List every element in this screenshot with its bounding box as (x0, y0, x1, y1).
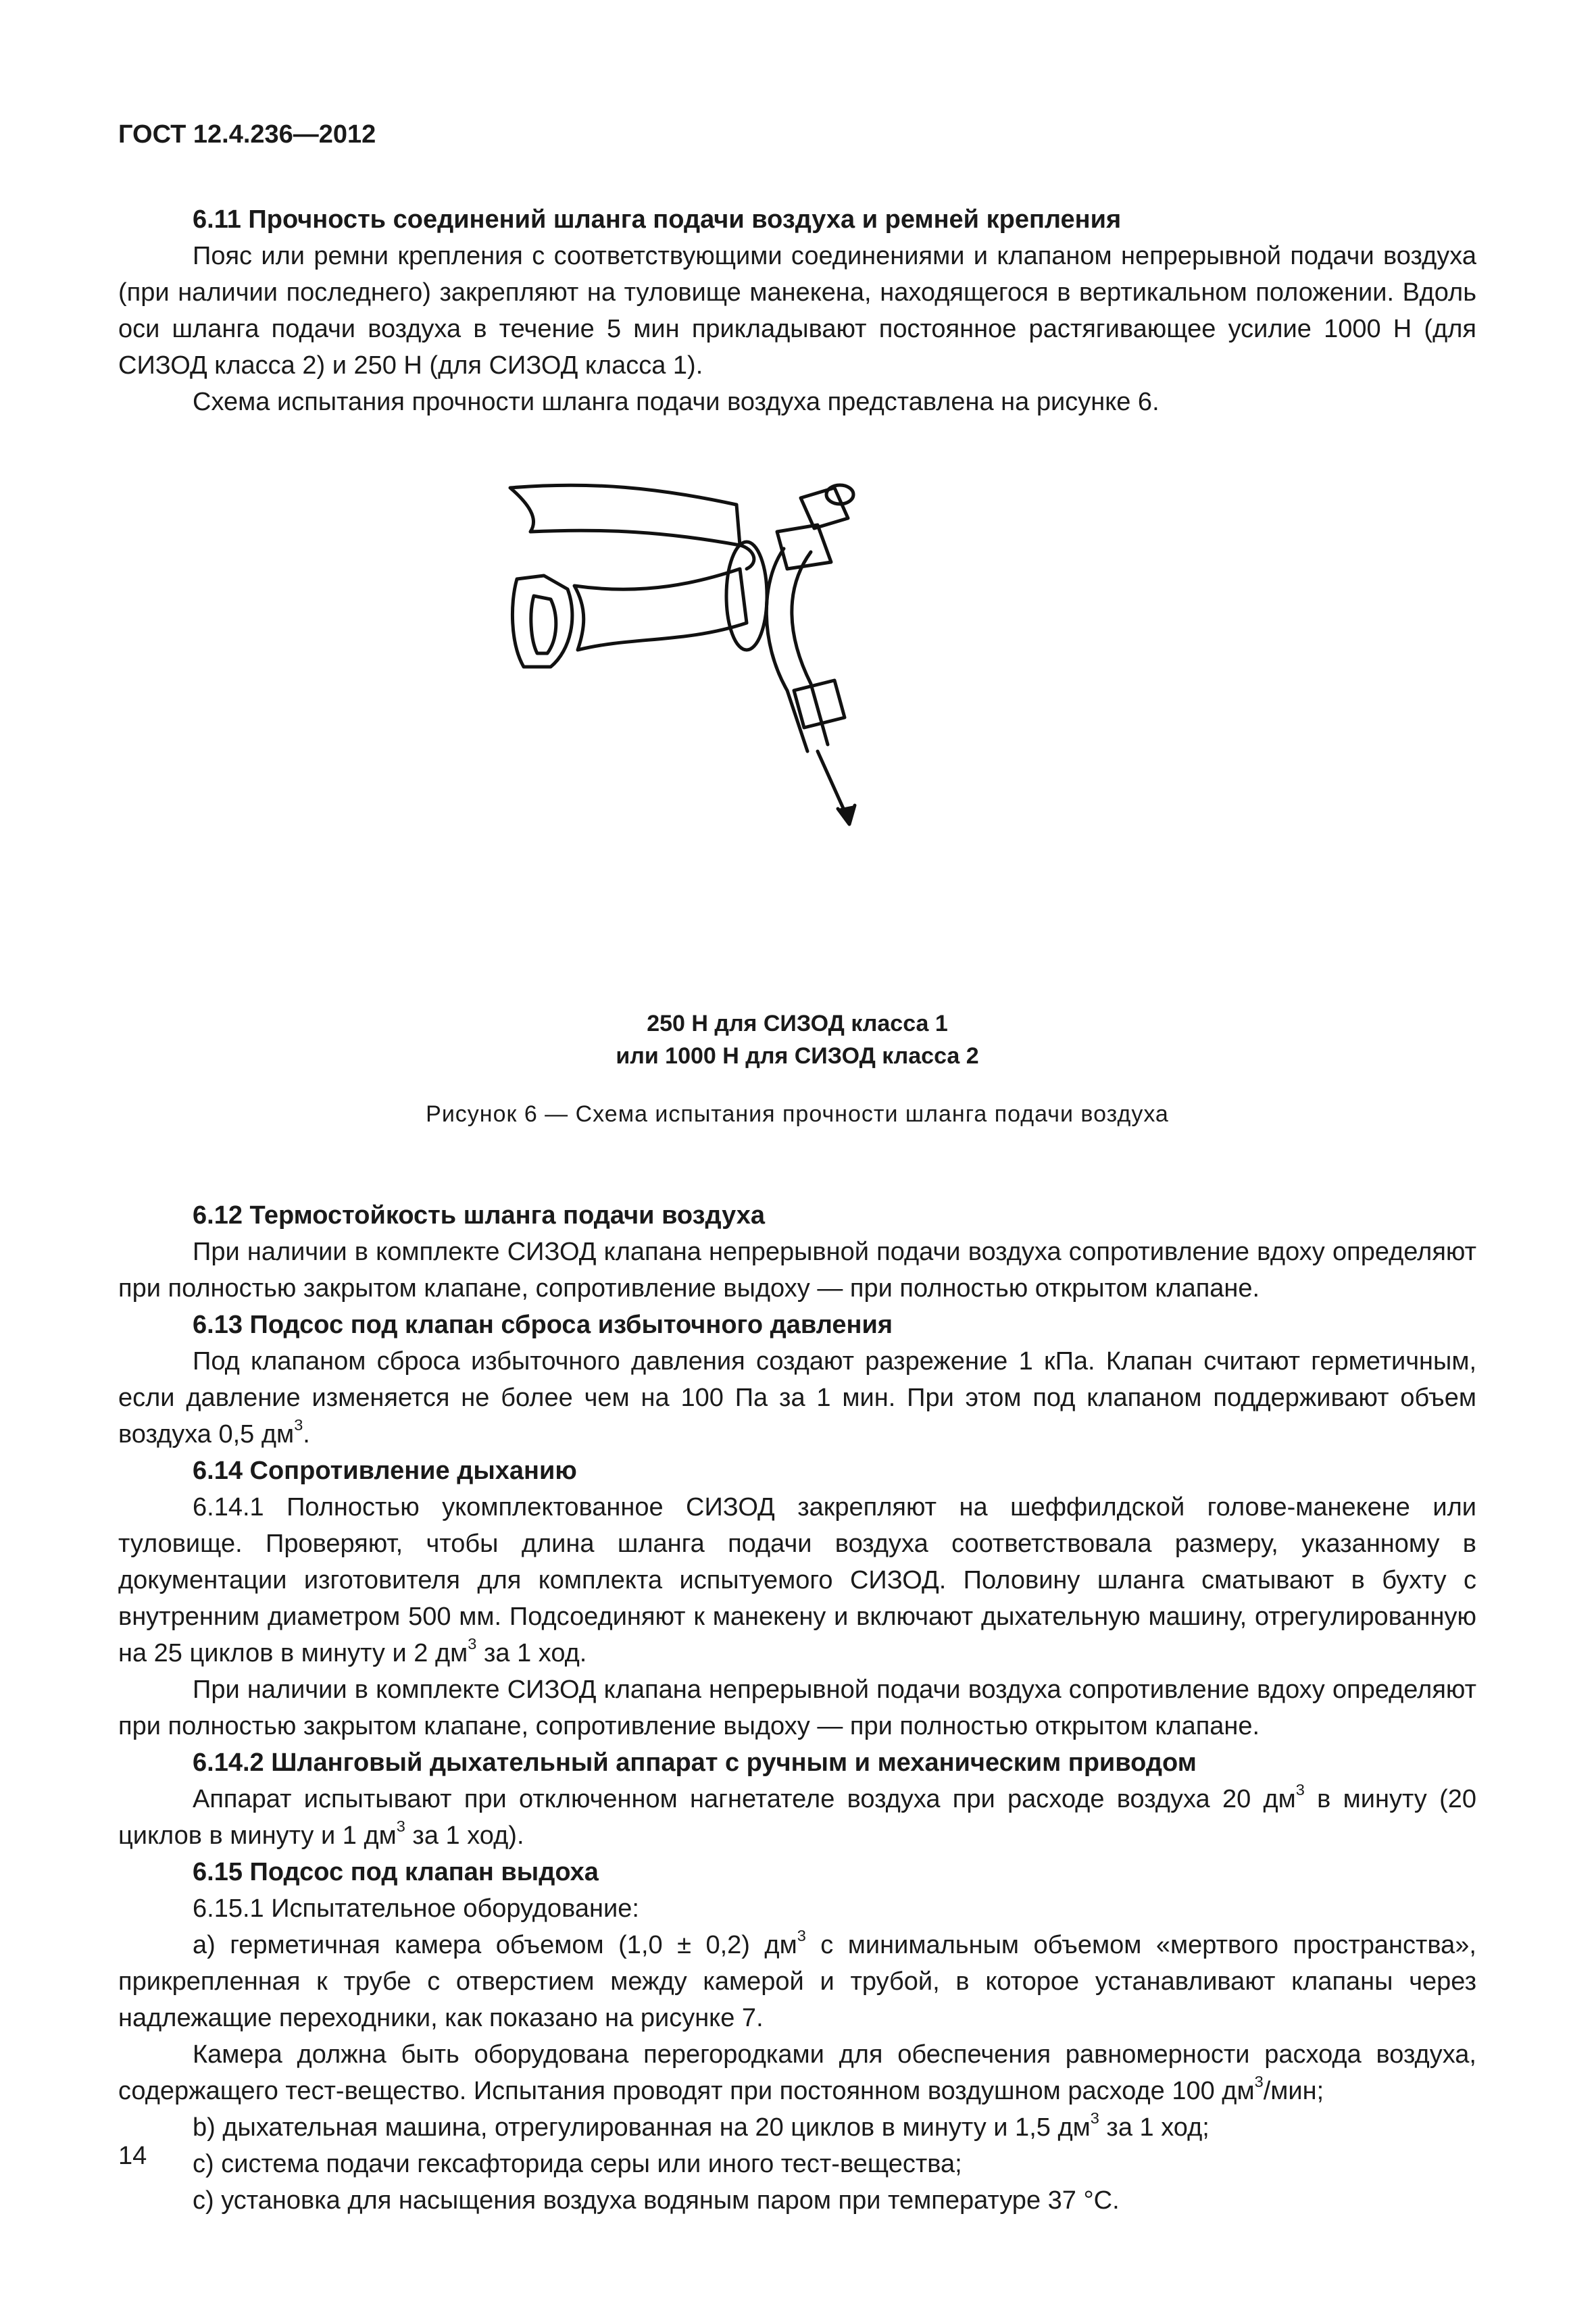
lower-coupling (794, 680, 845, 728)
page-number: 14 (118, 2142, 147, 2170)
hose-strap-test-diagram (470, 468, 943, 846)
section-6-15-chamber-paragraph: Камера должна быть оборудована перегородками для обеспечения равномерности расхода воздуха, содержащего тест-вещество. Испытания проводят при постоянном воздушном расходе 100 $дм^3$/мин; (118, 2040, 1476, 2105)
force-arrowhead (838, 805, 855, 824)
section-6-15-item-c2: c) установка для насыщения воздуха водяным паром при температуре 37 °С. (193, 2186, 1120, 2215)
section-6-12-heading: 6.12 Термостойкость шланга подачи воздуха (193, 1201, 765, 1230)
section-6-11-paragraph-1: Пояс или ремни крепления с соответствующими соединениями и клапаном непрерывной подачи воздуха (при наличии последнего) закрепляют на туловище манекена, находящегося в вертикальном положении. Вдоль оси шланга подачи воздуха в течение 5 мин прикладывают постоянное растягивающее усилие 1000 Н (для СИЗОД класса 2) и 250 Н (для СИЗОД класса 1). (118, 242, 1476, 380)
section-6-14-heading: 6.14 Сопротивление дыханию (193, 1457, 577, 1485)
belt-back (740, 545, 754, 569)
section-6-15-item-b: b) дыхательная машина, отрегулированная на 20 циклов в минуту и 1,5 $дм^3$ за 1 ход; (193, 2109, 1210, 2142)
section-6-13-heading: 6.13 Подсос под клапан сброса избыточного давления (193, 1311, 893, 1339)
hose-loop (726, 542, 767, 650)
figure-6-force-label-1: 250 Н для СИЗОД класса 1 (647, 1011, 948, 1036)
page-content (118, 201, 1476, 2219)
section-6-14-2-paragraph: Аппарат испытывают при отключенном нагнетателе воздуха при расходе воздуха 20 $дм^3$ в минуту (20 циклов в минуту и 1 $дм^3$ за 1 ход). (118, 1780, 1477, 1850)
section-6-13-paragraph: Под клапаном сброса избыточного давления создают разрежение 1 кПа. Клапан считают герметичным, если давление изменяется не более чем на 100 Па за 1 мин. При этом под клапаном поддерживают объем воздуха 0,5 $дм^3$. (118, 1347, 1476, 1449)
section-6-11-paragraph-2: Схема испытания прочности шланга подачи воздуха представлена на рисунке 6. (193, 388, 1159, 416)
section-6-12-paragraph: При наличии в комплекте СИЗОД клапана непрерывной подачи воздуха сопротивление вдоху определяют при полностью закрытом клапане, сопротивление выдоху — при полностью открытом клапане. (118, 1238, 1476, 1303)
figure-6-caption: Рисунок 6 — Схема испытания прочности шланга подачи воздуха (426, 1101, 1169, 1127)
section-6-15-item-a: а) герметичная камера объемом (1,0 ± 0,2) $дм^3$ с минимальным объемом «мертвого пространства», прикрепленная к трубе с отверстием между камерой и трубой, в которое устанавливают клапаны через надлежащие переходники, как показано на рисунке 7. (118, 1926, 1476, 2032)
section-6-14-paragraph-2: При наличии в комплекте СИЗОД клапана непрерывной подачи воздуха сопротивление вдоху определяют при полностью закрытом клапане, сопротивление выдоху — при полностью открытом клапане. (118, 1676, 1476, 1740)
belt-strap (510, 485, 740, 545)
section-6-14-1-paragraph: 6.14.1 Полностью укомплектованное СИЗОД закрепляют на шеффилдской голове-манекене или туловище. Проверяют, чтобы длина шланга подачи воздуха соответствовала размеру, указанному в документации изготовителя для комплекта испытуемого СИЗОД. Половину шланга сматывают в бухту с внутренним диаметром 500 мм. Подсоединяют к манекену и включают дыхательную машину, отрегулированную на 25 циклов в минуту и 2 $дм^3$ за 1 ход. (118, 1493, 1476, 1667)
section-6-15-item-c1: c) система подачи гексафторида серы или иного тест-вещества; (193, 2150, 962, 2178)
section-6-11-heading: 6.11 Прочность соединений шланга подачи воздуха и ремней крепления (193, 205, 1122, 234)
d-ring-inner (531, 596, 556, 653)
top-coupling-tip (801, 488, 848, 528)
figure-6 (118, 420, 1476, 1197)
section-6-15-1-paragraph: 6.15.1 Испытательное оборудование: (193, 1894, 639, 1923)
document-id: ГОСТ 12.4.236—2012 (118, 120, 376, 149)
section-6-14-2-heading: 6.14.2 Шланговый дыхательный аппарат с ручным и механическим приводом (193, 1749, 1197, 1777)
section-6-15-heading: 6.15 Подсос под клапан выдоха (193, 1858, 599, 1886)
figure-6-force-label-2: или 1000 Н для СИЗОД класса 2 (616, 1043, 979, 1069)
belt-strap-lower (574, 569, 747, 650)
